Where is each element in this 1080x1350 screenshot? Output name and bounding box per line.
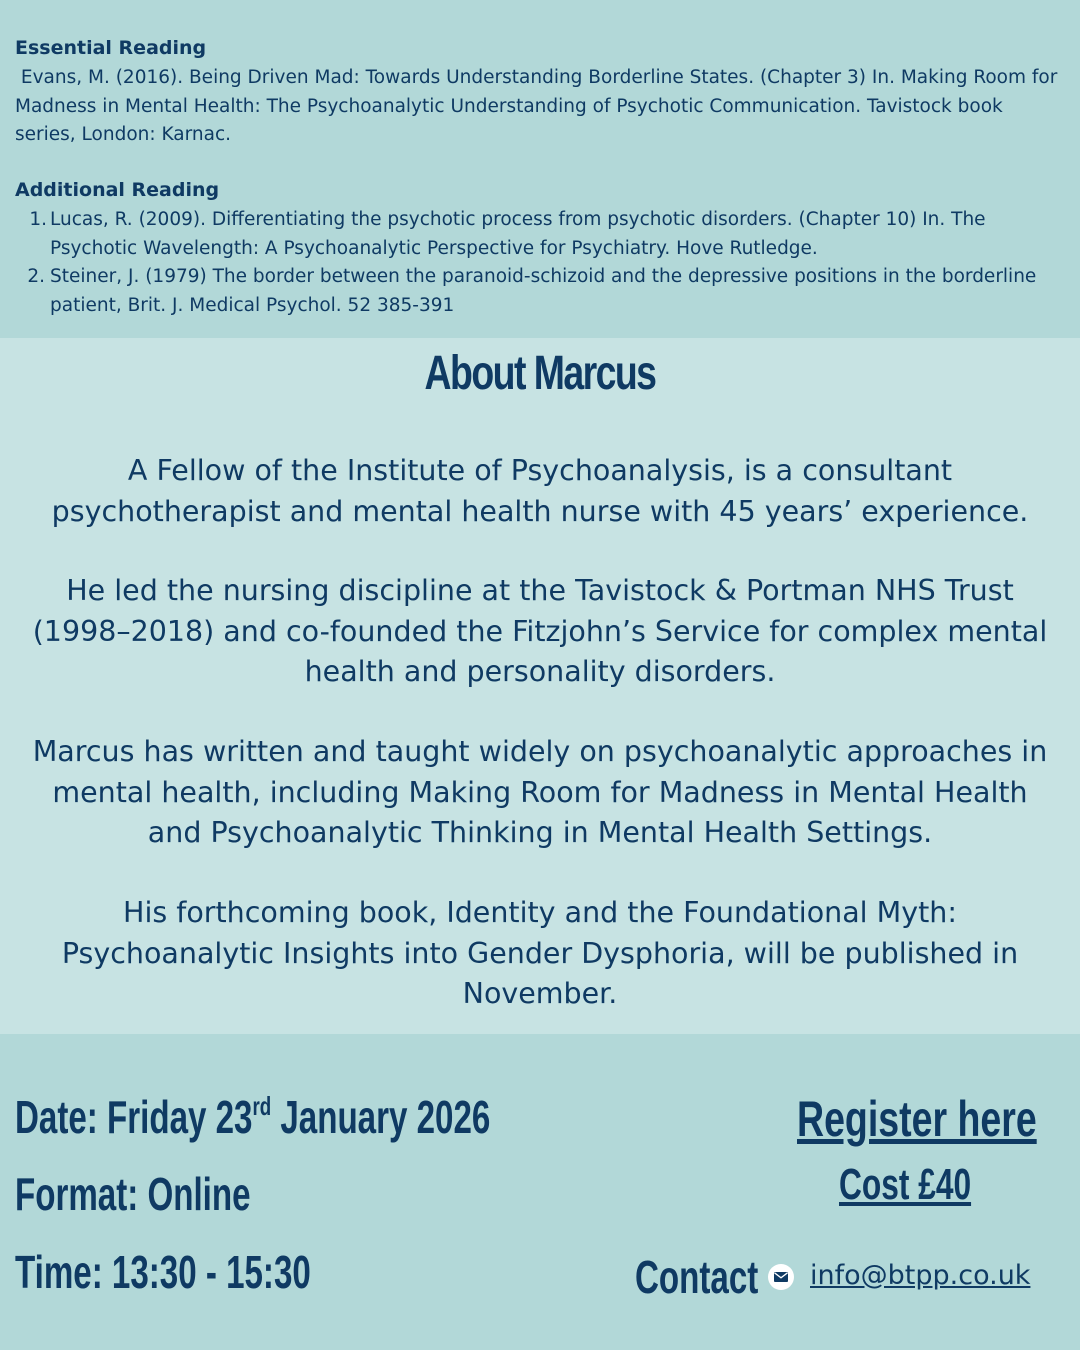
contact-label: Contact <box>635 1251 759 1303</box>
event-time: Time: 13:30 - 15:30 <box>15 1246 311 1298</box>
bio-paragraph: A Fellow of the Institute of Psychoanalysis, is a consultant psychotherapist and mental health nurse with 45 years’ experience. <box>51 454 1029 528</box>
additional-reading-heading: Additional Reading <box>15 179 220 201</box>
bio-paragraph: Marcus has written and taught widely on psychoanalytic approaches in mental health, including Making Room for Madness in Mental Health and Psychoanalytic Thinking in Mental Health Settings. <box>32 735 1048 849</box>
mail-icon <box>768 1264 794 1290</box>
event-date <box>15 1090 490 1144</box>
date-ordinal: rd <box>252 1091 272 1121</box>
essential-reading-heading: Essential Reading <box>15 37 207 59</box>
cost-label: Cost £40 <box>839 1160 972 1209</box>
essential-reading-citation: Evans, M. (2016). Being Driven Mad: Towards Understanding Borderline States. (Chapter 3) In. Making Room for Madness in Mental Health: The Psychoanalytic Understanding of Psychotic Communication. Tavistock book series, London: Karnac. <box>15 67 1064 145</box>
date-prefix: Date: Friday 23 <box>15 1091 253 1143</box>
citation-text: Steiner, J. (1979) The border between the paranoid-schizoid and the depressive positions in the borderline patient, Brit. J. Medical Psychol. 52 385-391 <box>50 266 1037 316</box>
register-link[interactable]: Register here <box>797 1091 1037 1147</box>
citation-text: Lucas, R. (2009). Differentiating the psychotic process from psychotic disorders. (Chapter 10) In. The Psychotic Wavelength: A Psychoanalytic Perspective for Psychiatry. Hove Rutledge. <box>50 209 986 259</box>
about-section <box>0 338 1080 1034</box>
bio-paragraph: He led the nursing discipline at the Tavistock & Portman NHS Trust (1998–2018) and co-founded the Fitzjohn’s Service for complex mental health and personality disorders. <box>32 574 1048 688</box>
email-link[interactable]: info@btpp.co.uk <box>810 1260 1031 1291</box>
list-number: 1. <box>29 209 47 230</box>
about-title: About Marcus <box>424 347 656 400</box>
event-format: Format: Online <box>15 1168 251 1220</box>
reading-section <box>0 0 1080 338</box>
list-item <box>15 206 1075 263</box>
additional-reading-list <box>15 206 1075 320</box>
list-item <box>15 263 1075 320</box>
list-number: 2. <box>27 266 45 287</box>
bio-paragraph: His forthcoming book, Identity and the Foundational Myth: Psychoanalytic Insights into Gender Dysphoria, will be published in November. <box>61 896 1019 1010</box>
date-suffix: January 2026 <box>271 1091 491 1143</box>
